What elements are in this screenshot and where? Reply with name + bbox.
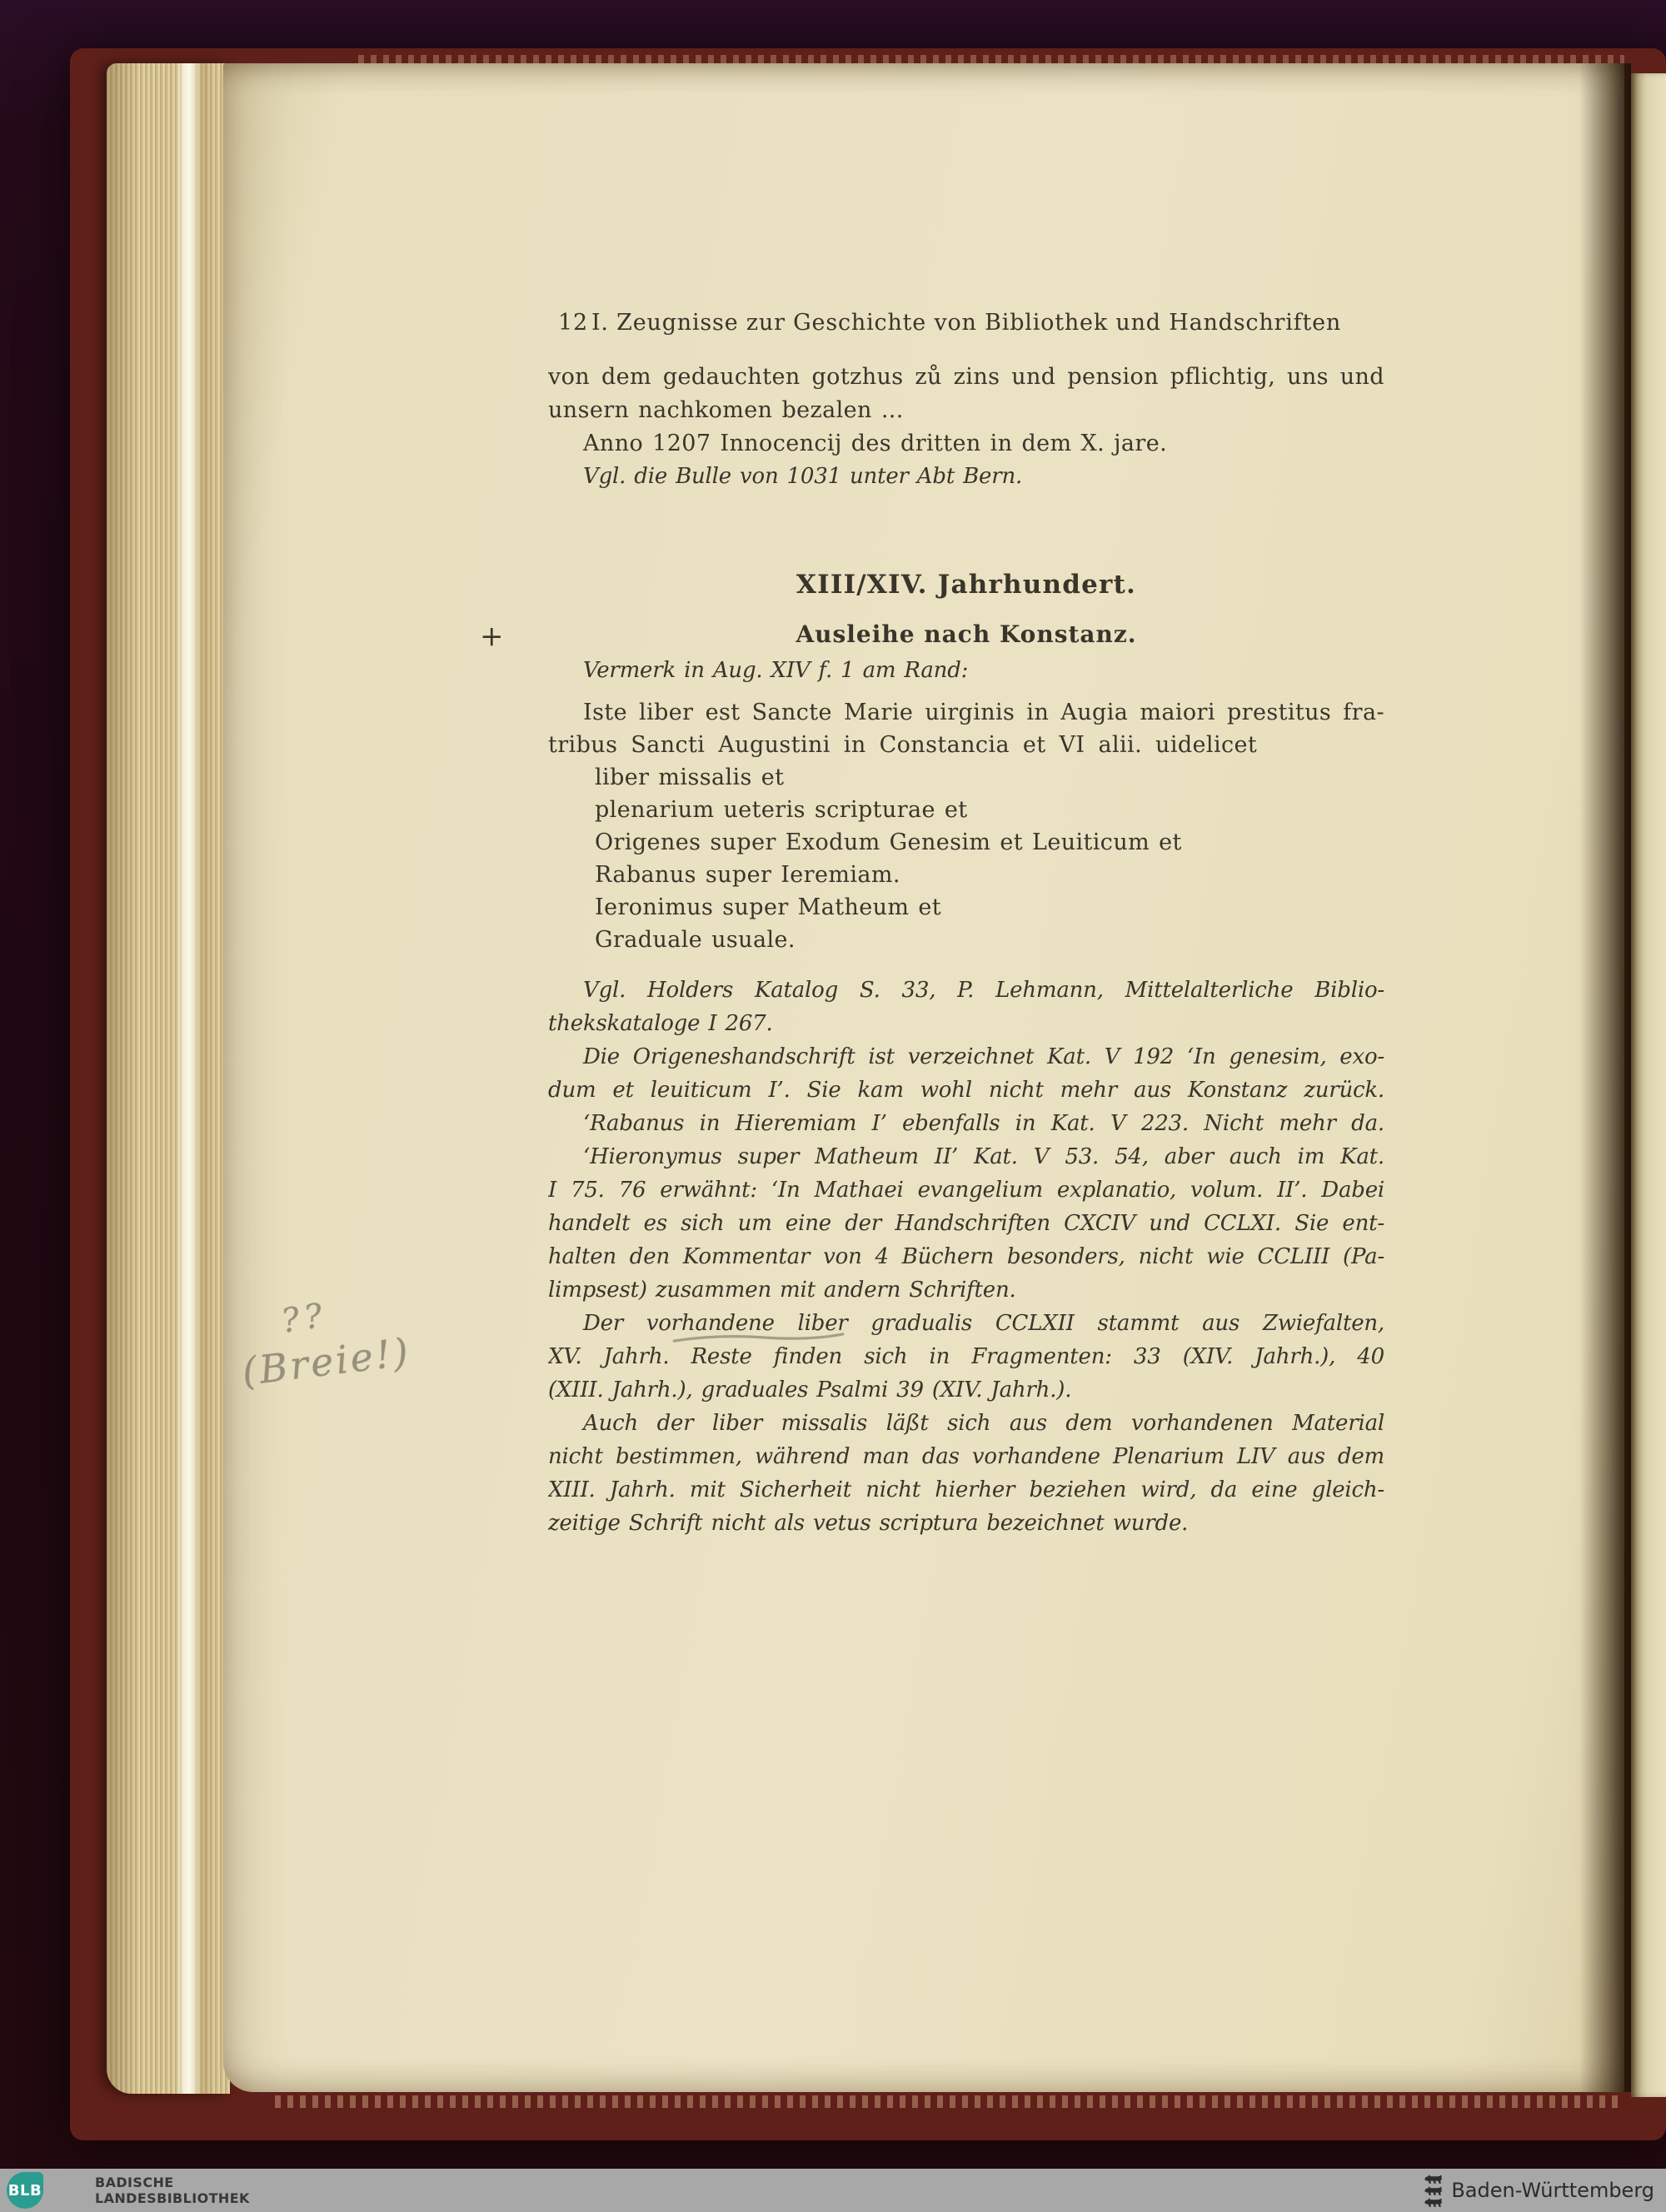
list-item: Graduale usuale. — [595, 927, 796, 953]
text-line: ‘Rabanus in Hieremiam I’ ebenfalls in Kat. V 223. Nicht mehr da. — [583, 1111, 1384, 1136]
text-line: (XIII. Jahrh.), graduales Psalmi 39 (XIV. Jahrh.). — [548, 1378, 1072, 1402]
library-footer-bar — [0, 2169, 1666, 2212]
section-heading: XIII/XIV. Jahrhundert. — [796, 570, 1137, 600]
text-line: zeitige Schrift nicht als vetus scriptura bezeichnet wurde. — [548, 1511, 1189, 1536]
text-line: Vgl. die Bulle von 1031 unter Abt Bern. — [583, 464, 1023, 489]
page-header — [548, 310, 1384, 343]
library-name-line2: LANDESBIBLIOTHEK — [95, 2190, 250, 2206]
list-item: plenarium ueteris scripturae et — [595, 797, 968, 823]
text-line: handelt es sich um eine der Handschriften CXCIV und CCLXI. Sie ent- — [548, 1211, 1384, 1236]
cover-edge-stitching-bottom — [275, 2095, 1624, 2108]
text-line: Iste liber est Sancte Marie uirginis in Augia maiori prestitus fra- — [583, 700, 1384, 725]
text-line: nicht bestimmen, während man das vorhandene Plenarium LIV aus dem — [548, 1444, 1384, 1469]
page-stack-fore-edge — [107, 63, 230, 2094]
library-name — [95, 2175, 250, 2206]
text-line: Auch der liber missalis läßt sich aus dem vorhandenen Material — [583, 1411, 1384, 1436]
text-line: unsern nachkomen bezalen ... — [548, 397, 904, 423]
text-line: Die Origeneshandschrift ist verzeichnet Kat. V 192 ‘In genesim, exo- — [583, 1044, 1384, 1069]
text-line: XIII. Jahrh. mit Sicherheit nicht hierher beziehen wird, da eine gleich- — [548, 1477, 1384, 1502]
running-title: I. Zeugnisse zur Geschichte von Bibliothek und Handschriften — [591, 310, 1342, 336]
text-line: XV. Jahrh. Reste finden sich in Fragmenten: 33 (XIV. Jahrh.), 40 — [548, 1344, 1384, 1369]
text-line: dum et leuiticum I’. Sie kam wohl nicht mehr aus Konstanz zurück. — [548, 1078, 1384, 1103]
text-line: thekskataloge I 267. — [548, 1011, 773, 1036]
text-line: I 75. 76 erwähnt: ‘In Mathaei evangelium explanatio, volum. II’. Dabei — [548, 1178, 1384, 1203]
blb-logo: BLB — [7, 2172, 43, 2209]
list-item: liber missalis et — [595, 765, 785, 790]
text-line: Vgl. Holders Katalog S. 33, P. Lehmann, Mittelalterliche Biblio- — [583, 978, 1384, 1003]
book-list — [548, 765, 1384, 959]
text-line: von dem gedauchten gotzhus zů zins und pension pflichtig, uns und — [548, 364, 1384, 390]
iste-liber-paragraph — [548, 700, 1384, 765]
pencil-question-marks: ?? — [278, 1295, 331, 1342]
text-line: ‘Hieronymus super Matheum II’ Kat. V 53. 54, aber auch im Kat. — [583, 1144, 1384, 1169]
section-subheading: Ausleihe nach Konstanz. — [796, 620, 1137, 648]
text-line: tribus Sancti Augustini in Constancia et VI alii. uidelicet — [548, 732, 1258, 758]
list-item: Rabanus super Ieremiam. — [595, 862, 900, 888]
vermerk-block — [548, 658, 1384, 691]
text-line: Der vorhandene liber gradualis CCLXII stammt aus Zwiefalten, — [583, 1311, 1384, 1336]
commentary-block — [548, 978, 1384, 1544]
list-item: Origenes super Exodum Genesim et Leuiticum et — [595, 830, 1182, 855]
gutter-shadow — [1579, 63, 1631, 2092]
lion-glyph — [1423, 2174, 1443, 2185]
lion-glyph — [1423, 2185, 1443, 2196]
page-number: 12 — [558, 310, 588, 336]
margin-plus-mark: + — [480, 620, 504, 653]
state-name-label: Baden-Württemberg — [1451, 2179, 1654, 2202]
text-line: halten den Kommentar von 4 Büchern besonders, nicht wie CCLIII (Pa- — [548, 1244, 1384, 1269]
lion-glyph — [1423, 2197, 1443, 2208]
text-line: Vermerk in Aug. XIV f. 1 am Rand: — [583, 658, 969, 683]
intro-paragraph — [548, 364, 1384, 497]
baden-wuerttemberg-logo — [1423, 2169, 1654, 2212]
bw-lions-icon — [1423, 2174, 1443, 2208]
text-line: limpsest) zusammen mit andern Schriften. — [548, 1278, 1016, 1303]
next-page-sliver — [1631, 73, 1666, 2097]
list-item: Ieronimus super Matheum et — [595, 894, 942, 920]
pencil-margin-note: (Breie!) — [239, 1328, 413, 1395]
text-line: Anno 1207 Innocencij des dritten in dem X. jare. — [583, 431, 1168, 456]
library-name-line1: BADISCHE — [95, 2175, 174, 2190]
